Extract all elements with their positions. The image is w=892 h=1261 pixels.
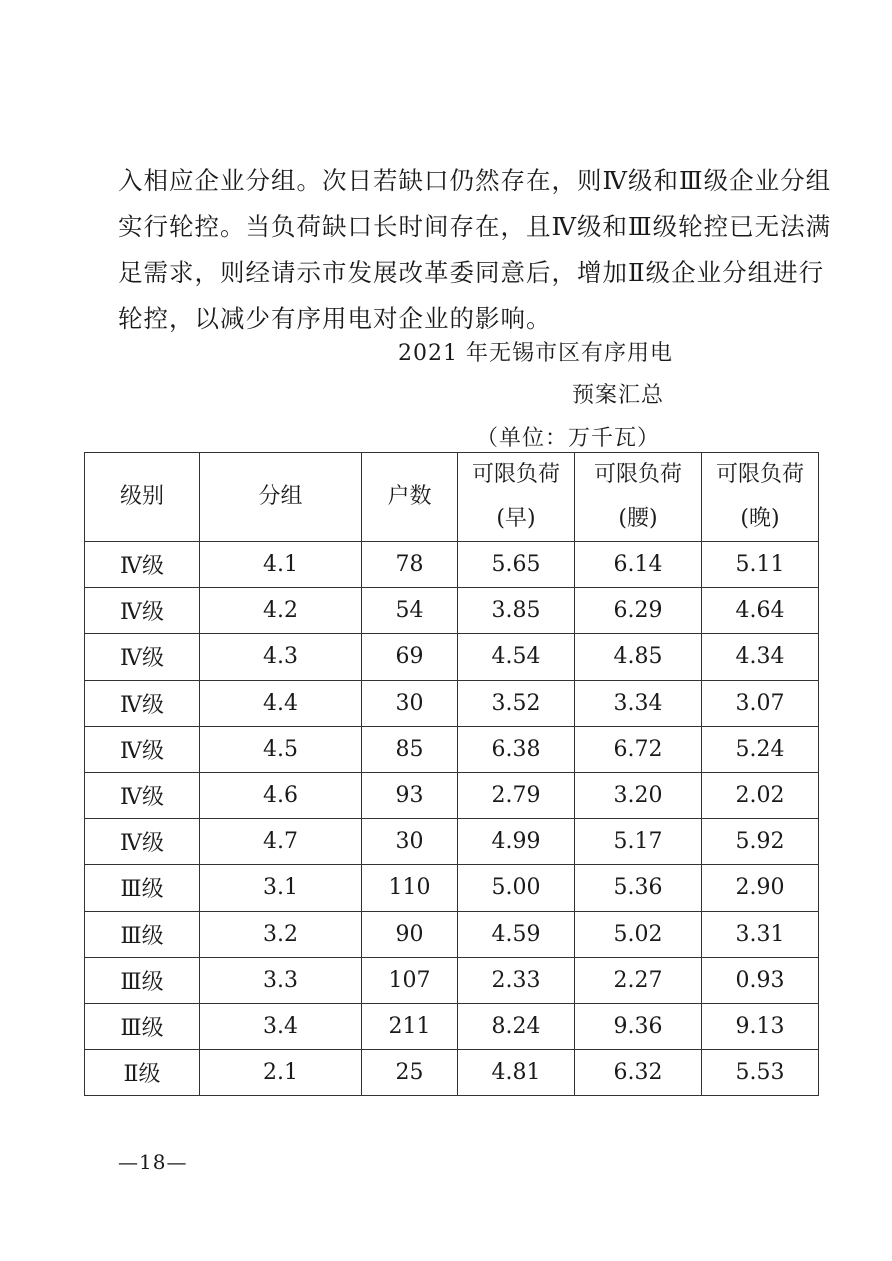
- table-row: [85, 542, 819, 588]
- cell-level: Ⅲ级: [85, 865, 200, 911]
- cell-group: 4.7: [200, 819, 362, 865]
- cell-group: 4.2: [200, 588, 362, 634]
- cell-level: Ⅲ级: [85, 911, 200, 957]
- cell-load-midday: 6.29: [575, 588, 702, 634]
- cell-level: Ⅳ级: [85, 772, 200, 818]
- cell-level: Ⅳ级: [85, 680, 200, 726]
- cell-group: 4.1: [200, 542, 362, 588]
- table-unit-note: （单位：万千瓦）: [476, 426, 661, 451]
- cell-group: 4.4: [200, 680, 362, 726]
- cell-load-evening: 5.92: [702, 819, 819, 865]
- cell-load-evening: 4.34: [702, 634, 819, 680]
- cell-load-evening: 3.07: [702, 680, 819, 726]
- cell-load-midday: 6.14: [575, 542, 702, 588]
- header-load-midday: [575, 453, 702, 542]
- cell-level: Ⅲ级: [85, 957, 200, 1003]
- table-row: [85, 1050, 819, 1096]
- cell-level: Ⅱ级: [85, 1050, 200, 1096]
- header-label: 可限负荷: [593, 462, 682, 487]
- cell-load-evening: 4.64: [702, 588, 819, 634]
- cell-load-morning: 2.79: [458, 772, 575, 818]
- cell-group: 3.3: [200, 957, 362, 1003]
- table-row: [85, 634, 819, 680]
- header-sublabel: (早): [496, 506, 536, 531]
- cell-households: 110: [362, 865, 458, 911]
- cell-load-morning: 4.54: [458, 634, 575, 680]
- table-title-continuation: 预案汇总: [572, 383, 665, 408]
- paragraph-line: 实行轮控。当负荷缺口长时间存在，且Ⅳ级和Ⅲ级轮控已无法满: [118, 212, 832, 241]
- cell-level: Ⅳ级: [85, 726, 200, 772]
- table-row: [85, 819, 819, 865]
- table-row: [85, 772, 819, 818]
- header-level: [85, 453, 200, 542]
- table-row: [85, 957, 819, 1003]
- table-row: [85, 680, 819, 726]
- cell-load-morning: 4.59: [458, 911, 575, 957]
- paragraph-line: 入相应企业分组。次日若缺口仍然存在，则Ⅳ级和Ⅲ级企业分组: [118, 166, 832, 195]
- cell-load-evening: 3.31: [702, 911, 819, 957]
- cell-load-midday: 6.72: [575, 726, 702, 772]
- cell-households: 25: [362, 1050, 458, 1096]
- cell-load-midday: 5.36: [575, 865, 702, 911]
- cell-group: 2.1: [200, 1050, 362, 1096]
- cell-households: 69: [362, 634, 458, 680]
- cell-load-evening: 9.13: [702, 1003, 819, 1049]
- cell-load-midday: 3.20: [575, 772, 702, 818]
- table-row: [85, 1003, 819, 1049]
- table-title: 2021 年无锡市区有序用电: [398, 341, 673, 366]
- cell-level: Ⅲ级: [85, 1003, 200, 1049]
- cell-group: 4.6: [200, 772, 362, 818]
- header-row: [85, 453, 819, 542]
- cell-households: 54: [362, 588, 458, 634]
- cell-load-evening: 2.02: [702, 772, 819, 818]
- cell-households: 211: [362, 1003, 458, 1049]
- cell-load-morning: 5.00: [458, 865, 575, 911]
- cell-level: Ⅳ级: [85, 634, 200, 680]
- cell-load-evening: 2.90: [702, 865, 819, 911]
- cell-load-midday: 5.02: [575, 911, 702, 957]
- cell-load-evening: 5.53: [702, 1050, 819, 1096]
- cell-load-midday: 3.34: [575, 680, 702, 726]
- load-table: [84, 452, 819, 1096]
- table-body: [85, 542, 819, 1096]
- cell-load-midday: 5.17: [575, 819, 702, 865]
- header-label: 级别: [119, 484, 164, 509]
- header-label: 可限负荷: [471, 462, 560, 487]
- cell-load-evening: 5.11: [702, 542, 819, 588]
- cell-level: Ⅳ级: [85, 588, 200, 634]
- cell-households: 30: [362, 819, 458, 865]
- cell-load-morning: 6.38: [458, 726, 575, 772]
- cell-load-evening: 0.93: [702, 957, 819, 1003]
- body-paragraph: [118, 158, 832, 342]
- cell-households: 107: [362, 957, 458, 1003]
- cell-load-morning: 5.65: [458, 542, 575, 588]
- table-row: [85, 588, 819, 634]
- paragraph-line: 轮控，以减少有序用电对企业的影响。: [118, 304, 552, 333]
- header-load-evening: [702, 453, 819, 542]
- cell-group: 4.5: [200, 726, 362, 772]
- table-row: [85, 911, 819, 957]
- cell-households: 78: [362, 542, 458, 588]
- cell-load-morning: 2.33: [458, 957, 575, 1003]
- cell-households: 93: [362, 772, 458, 818]
- header-label: 分组: [258, 484, 303, 509]
- cell-households: 30: [362, 680, 458, 726]
- cell-load-midday: 9.36: [575, 1003, 702, 1049]
- cell-level: Ⅳ级: [85, 819, 200, 865]
- table-row: [85, 865, 819, 911]
- table-row: [85, 726, 819, 772]
- cell-level: Ⅳ级: [85, 542, 200, 588]
- cell-load-midday: 2.27: [575, 957, 702, 1003]
- header-label: 可限负荷: [715, 462, 804, 487]
- header-load-morning: [458, 453, 575, 542]
- cell-households: 85: [362, 726, 458, 772]
- cell-load-morning: 3.52: [458, 680, 575, 726]
- cell-load-morning: 3.85: [458, 588, 575, 634]
- header-households: [362, 453, 458, 542]
- header-group: [200, 453, 362, 542]
- cell-households: 90: [362, 911, 458, 957]
- header-sublabel: (晚): [740, 506, 780, 531]
- cell-load-morning: 8.24: [458, 1003, 575, 1049]
- paragraph-line: 足需求，则经请示市发展改革委同意后，增加Ⅱ级企业分组进行: [118, 258, 825, 287]
- cell-group: 3.1: [200, 865, 362, 911]
- cell-load-morning: 4.81: [458, 1050, 575, 1096]
- cell-load-midday: 6.32: [575, 1050, 702, 1096]
- header-sublabel: (腰): [618, 506, 658, 531]
- cell-load-midday: 4.85: [575, 634, 702, 680]
- cell-group: 4.3: [200, 634, 362, 680]
- header-label: 户数: [387, 484, 432, 509]
- cell-group: 3.2: [200, 911, 362, 957]
- page-number: —18—: [118, 1150, 188, 1174]
- cell-load-evening: 5.24: [702, 726, 819, 772]
- cell-group: 3.4: [200, 1003, 362, 1049]
- cell-load-morning: 4.99: [458, 819, 575, 865]
- table-header: [85, 453, 819, 542]
